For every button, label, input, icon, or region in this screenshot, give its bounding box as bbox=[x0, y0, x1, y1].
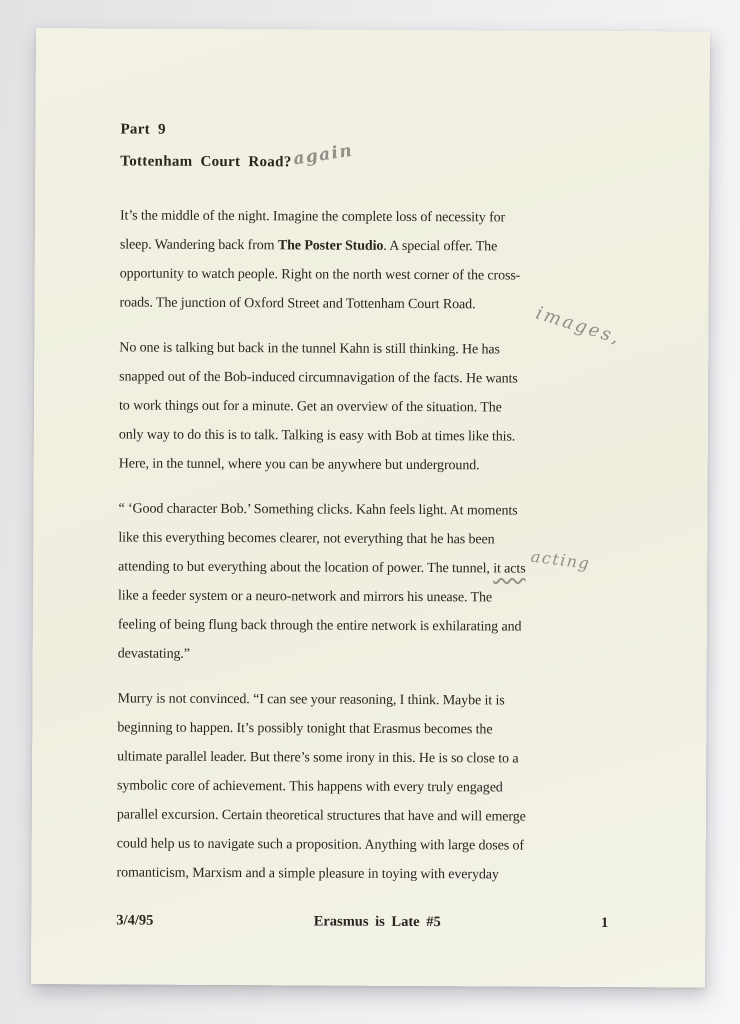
text-line: Here, in the tunnel, where you can be anywhere but underground. bbox=[118, 456, 480, 474]
paragraph-1 bbox=[119, 201, 651, 320]
paragraph-2 bbox=[119, 333, 651, 481]
paragraph-4 bbox=[117, 684, 649, 890]
text-line bbox=[120, 230, 651, 262]
text-line: No one is talking but back in the tunnel Kahn is still thinking. He has bbox=[119, 340, 500, 358]
text-line: could help us to navigate such a proposition. Anything with large doses of bbox=[116, 836, 524, 854]
text-segment: attending to but everything about the location of power. The tunnel, bbox=[118, 559, 494, 577]
text-line: only way to do this is to talk. Talking is easy with Bob at times like this. bbox=[118, 427, 516, 445]
text-line: to work things out for a minute. Get an overview of the situation. The bbox=[118, 398, 502, 416]
text-lines-group bbox=[118, 494, 649, 555]
text-line: devastating.” bbox=[117, 646, 190, 662]
text-line: It’s the middle of the night. Imagine the complete loss of necessity for bbox=[119, 208, 506, 226]
text-line: ultimate parallel leader. But there’s some irony in this. He is so close to a bbox=[117, 749, 519, 767]
text-line: snapped out of the Bob-induced circumnavigation of the facts. He wants bbox=[119, 369, 518, 387]
text-line: symbolic core of achievement. This happens with every truly engaged bbox=[116, 778, 503, 796]
document-heading bbox=[120, 114, 651, 180]
text-line: romanticism, Marxism and a simple pleasure in toying with everyday bbox=[116, 865, 499, 883]
text-segment: sleep. Wandering back from bbox=[119, 237, 278, 254]
handwritten-annotation-again: again bbox=[292, 140, 355, 170]
page-title: Tottenham Court Road? bbox=[120, 153, 292, 171]
text-line: opportunity to watch people. Right on the north west corner of the cross- bbox=[119, 266, 521, 284]
handwritten-annotation-images: images, bbox=[533, 302, 624, 349]
text-line: “ ‘Good character Bob.’ Something clicks. Kahn feels light. At moments bbox=[118, 501, 518, 519]
text-line: feeling of being flung back through the entire network is exhilarating and bbox=[117, 617, 522, 635]
text-line: parallel excursion. Certain theoretical structures that have and will emerge bbox=[116, 807, 526, 825]
paragraph-3 bbox=[118, 494, 650, 671]
page-footer bbox=[116, 912, 608, 932]
part-number: Part 9 bbox=[120, 121, 166, 138]
footer-page-number: 1 bbox=[601, 914, 609, 932]
text-line: roads. The junction of Oxford Street and Tottenham Court Road. bbox=[119, 295, 476, 313]
text-line: like a feeder system or a neuro-network and mirrors his unease. The bbox=[117, 588, 493, 606]
text-line: Murry is not convinced. “I can see your reasoning, I think. Maybe it is bbox=[117, 691, 505, 709]
footer-title: Erasmus is Late #5 bbox=[313, 913, 441, 931]
manuscript-page bbox=[31, 28, 710, 988]
text-segment: . A special offer. The bbox=[383, 238, 498, 255]
pencil-squiggle-underline: it acts bbox=[493, 561, 526, 577]
text-line: like this everything becomes clearer, not everything that he has been bbox=[118, 530, 495, 548]
text-line: beginning to happen. It’s possibly tonight that Erasmus becomes the bbox=[117, 720, 493, 738]
text-lines-group bbox=[118, 581, 649, 671]
title-line bbox=[120, 140, 651, 180]
handwritten-annotation-acting: acting bbox=[529, 546, 592, 574]
bold-phrase-poster-studio: The Poster Studio bbox=[277, 238, 384, 254]
footer-date: 3/4/95 bbox=[116, 912, 154, 929]
